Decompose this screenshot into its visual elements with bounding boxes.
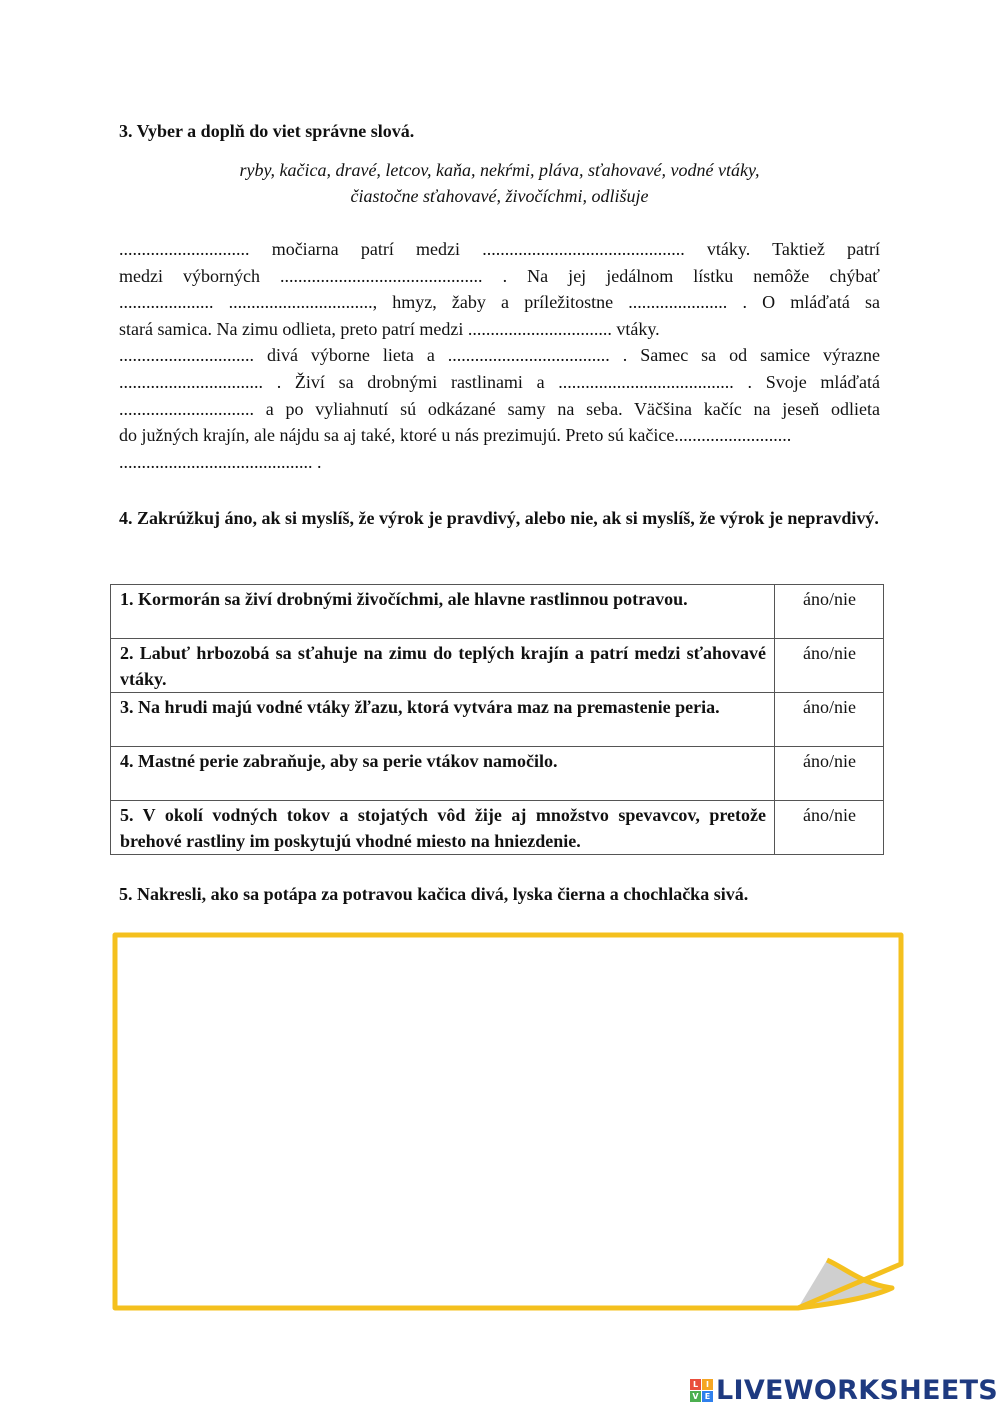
drawing-frame xyxy=(110,928,910,1318)
word-bank xyxy=(119,157,880,209)
word-bank-line: čiastočne sťahovavé, živočíchmi, odlišuje xyxy=(350,186,649,206)
fill-in-line[interactable]: do južných krajín, ale nájdu sa aj také, ktoré u nás prezimujú. Preto sú kačice.......................... xyxy=(119,425,792,446)
exercise-3-title: 3. Vyber a doplň do viet správne slová. xyxy=(119,121,415,141)
statement-cell: 3. Na hrudi majú vodné vtáky žľazu, ktorá vytvára maz na premastenie peria. xyxy=(111,693,775,747)
fill-in-line[interactable]: ................................ . Živí sa drobnými rastlinami a ....................................... . Svoje mláďatá xyxy=(119,371,880,392)
table-row xyxy=(111,639,884,693)
statement-cell: 1. Kormorán sa živí drobnými živočíchmi, ale hlavne rastlinnou potravou. xyxy=(111,585,775,639)
fill-in-line[interactable]: ............................. močiarna patrí medzi ............................................. vtáky. Taktiež patrí xyxy=(119,239,880,259)
logo-wordmark: LIVEWORKSHEETS xyxy=(716,1374,999,1406)
exercise-5-title: 5. Nakresli, ako sa potápa za potravou kačica divá, lyska čierna a chochlačka sivá. xyxy=(119,884,749,904)
word-bank-line: ryby, kačica, dravé, letcov, kaňa, nekŕmi, pláva, sťahovavé, vodné vtáky, xyxy=(239,160,760,180)
logo-grid-cell: E xyxy=(702,1391,713,1402)
fill-in-line[interactable]: .............................. divá výborne lieta a .................................... . Samec sa od samice výrazne xyxy=(119,345,880,366)
logo-grid-cell: I xyxy=(702,1379,713,1390)
frame-border xyxy=(115,935,901,1308)
statement-cell: 5. V okolí vodných tokov a stojatých vôd žije aj množstvo spevavcov, pretože brehové rastliny im poskytujú vhodné miesto na hniezdenie. xyxy=(111,801,775,855)
logo-grid-cell: V xyxy=(690,1391,701,1402)
table-row xyxy=(111,693,884,747)
logo-grid-cell: L xyxy=(690,1379,701,1390)
answer-choice[interactable]: áno/nie xyxy=(775,693,884,747)
fill-in-line[interactable]: ........................................... . xyxy=(119,451,322,472)
answer-choice[interactable]: áno/nie xyxy=(775,585,884,639)
exercise-4-title: 4. Zakrúžkuj áno, ak si myslíš, že výrok je pravdivý, alebo nie, ak si myslíš, že výrok je nepravdivý. xyxy=(119,508,879,528)
liveworksheets-logo xyxy=(690,1373,998,1407)
true-false-table xyxy=(110,584,884,855)
answer-choice[interactable]: áno/nie xyxy=(775,747,884,801)
logo-grid-icon xyxy=(690,1379,713,1402)
table-row xyxy=(111,747,884,801)
statement-cell: 2. Labuť hrbozobá sa sťahuje na zimu do teplých krajín a patrí medzi sťahovavé vtáky. xyxy=(111,639,775,693)
statement-cell: 4. Mastné perie zabraňuje, aby sa perie vtákov namočilo. xyxy=(111,747,775,801)
answer-choice[interactable]: áno/nie xyxy=(775,639,884,693)
answer-choice[interactable]: áno/nie xyxy=(775,801,884,855)
fill-in-line[interactable]: .............................. a po vyliahnutí sú odkázané samy na seba. Väčšina kačíc na jeseň odlieta xyxy=(119,398,880,419)
fill-in-paragraph xyxy=(119,236,880,475)
fill-in-line[interactable]: stará samica. Na zimu odlieta, preto patrí medzi ................................ vtáky. xyxy=(119,318,660,339)
table-row xyxy=(111,585,884,639)
drawing-area[interactable] xyxy=(110,928,910,1318)
fill-in-line[interactable]: medzi výborných ............................................. . Na jej jedálnom lístku nemôže chýbať xyxy=(119,265,880,286)
table-row xyxy=(111,801,884,855)
fill-in-line[interactable]: ..................... ................................, hmyz, žaby a príležitostne ...................... . O mláďatá sa xyxy=(119,292,880,313)
